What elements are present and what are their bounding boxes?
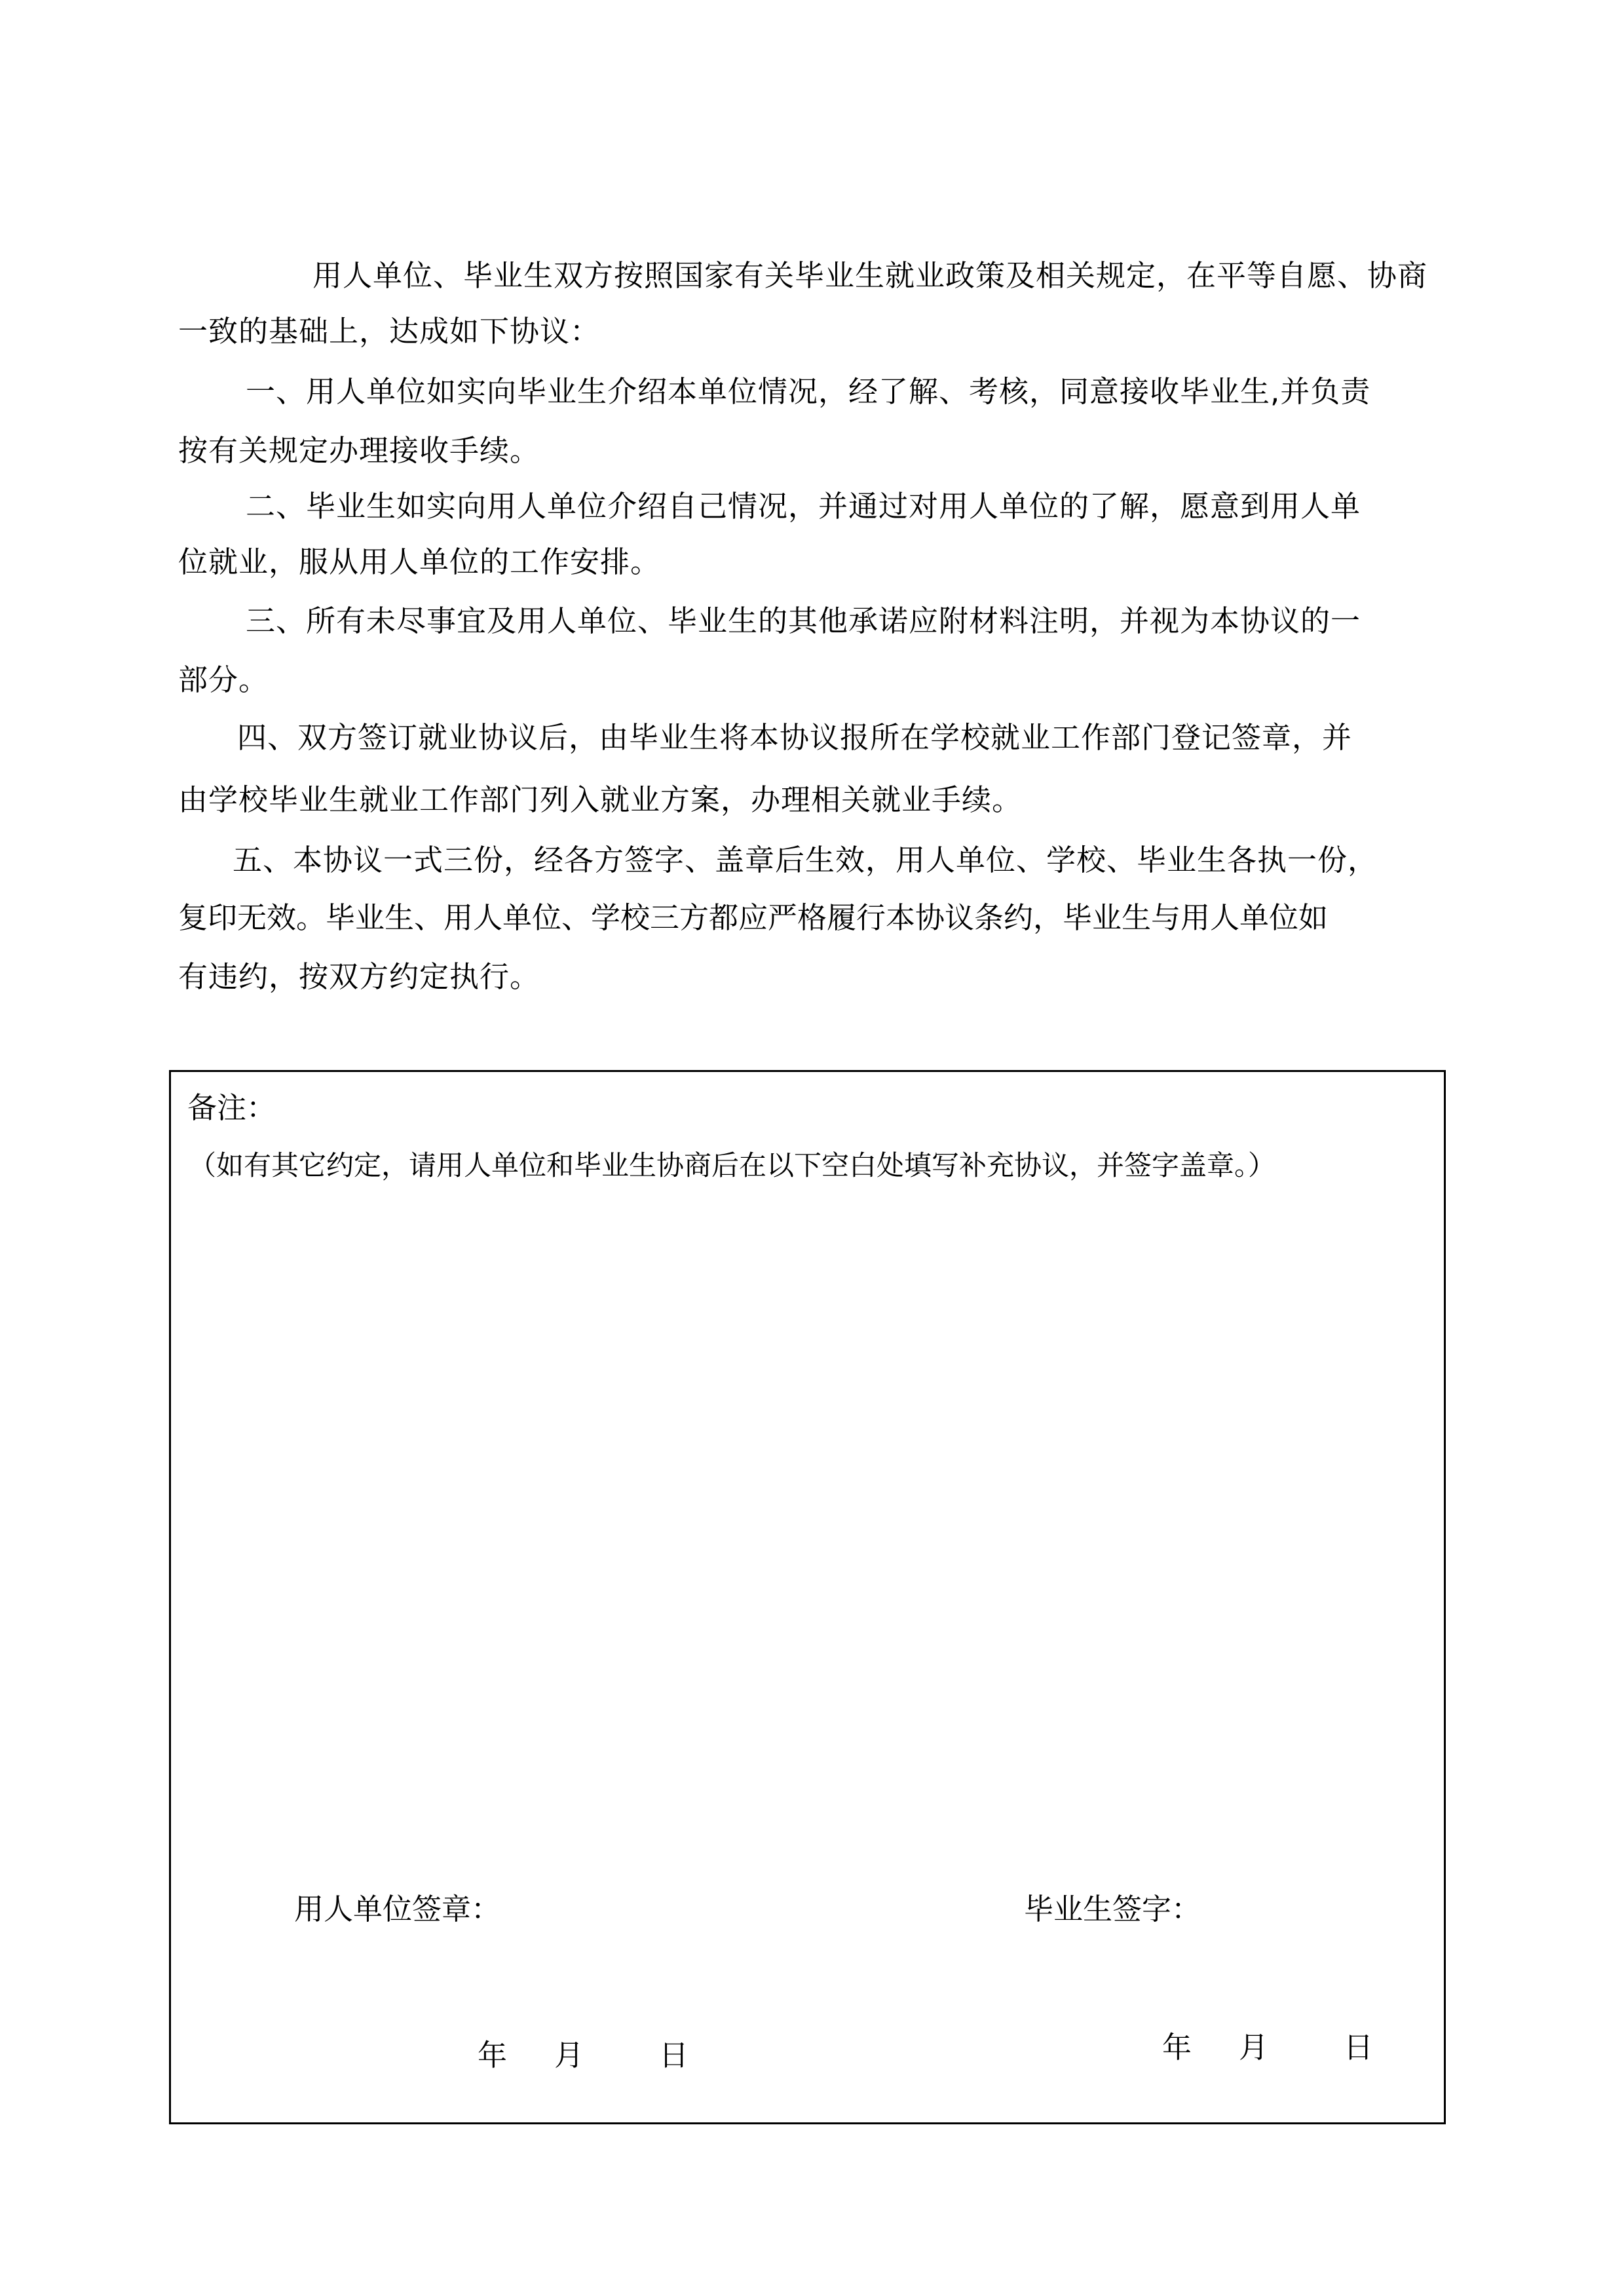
employer-date-day: 日 xyxy=(659,2038,689,2073)
graduate-date-year: 年 xyxy=(1162,2030,1192,2065)
remarks-label: 备注： xyxy=(187,1090,276,1125)
agreement-line-1: 用人单位、毕业生双方按照国家有关毕业生就业政策及相关规定，在平等自愿、协商 xyxy=(312,258,1428,293)
agreement-line-4: 按有关规定办理接收手续。 xyxy=(178,433,540,468)
agreement-line-5: 二、毕业生如实向用人单位介绍自己情况，并通过对用人单位的了解，愿意到用人单 xyxy=(246,489,1361,524)
agreement-line-6: 位就业，服从用人单位的工作安排。 xyxy=(178,545,661,579)
agreement-line-2: 一致的基础上，达成如下协议： xyxy=(178,314,601,349)
graduate-date-day: 日 xyxy=(1344,2030,1374,2065)
employer-date-month: 月 xyxy=(554,2038,584,2073)
remarks-box[interactable] xyxy=(169,1070,1446,2124)
agreement-line-3: 一、用人单位如实向毕业生介绍本单位情况，经了解、考核，同意接收毕业生,并负责 xyxy=(246,374,1371,409)
agreement-line-12: 复印无效。毕业生、用人单位、学校三方都应严格履行本协议条约，毕业生与用人单位如 xyxy=(178,900,1329,935)
agreement-line-11: 五、本协议一式三份，经各方签字、盖章后生效，用人单位、学校、毕业生各执一份， xyxy=(233,843,1378,877)
graduate-sign-label: 毕业生签字： xyxy=(1024,1892,1201,1926)
agreement-line-8: 部分。 xyxy=(178,662,269,697)
remarks-note: （如有其它约定，请用人单位和毕业生协商后在以下空白处填写补充协议，并签字盖章。） xyxy=(189,1149,1276,1181)
employer-sign-label: 用人单位签章： xyxy=(294,1892,501,1926)
agreement-line-10: 由学校毕业生就业工作部门列入就业方案，办理相关就业手续。 xyxy=(178,782,1023,817)
employer-date-year: 年 xyxy=(478,2038,508,2073)
agreement-line-9: 四、双方签订就业协议后，由毕业生将本协议报所在学校就业工作部门登记签章，并 xyxy=(237,720,1353,755)
agreement-line-13: 有违约，按双方约定执行。 xyxy=(178,959,540,994)
agreement-line-7: 三、所有未尽事宜及用人单位、毕业生的其他承诺应附材料注明，并视为本协议的一 xyxy=(246,603,1361,638)
graduate-date-month: 月 xyxy=(1239,2030,1269,2065)
